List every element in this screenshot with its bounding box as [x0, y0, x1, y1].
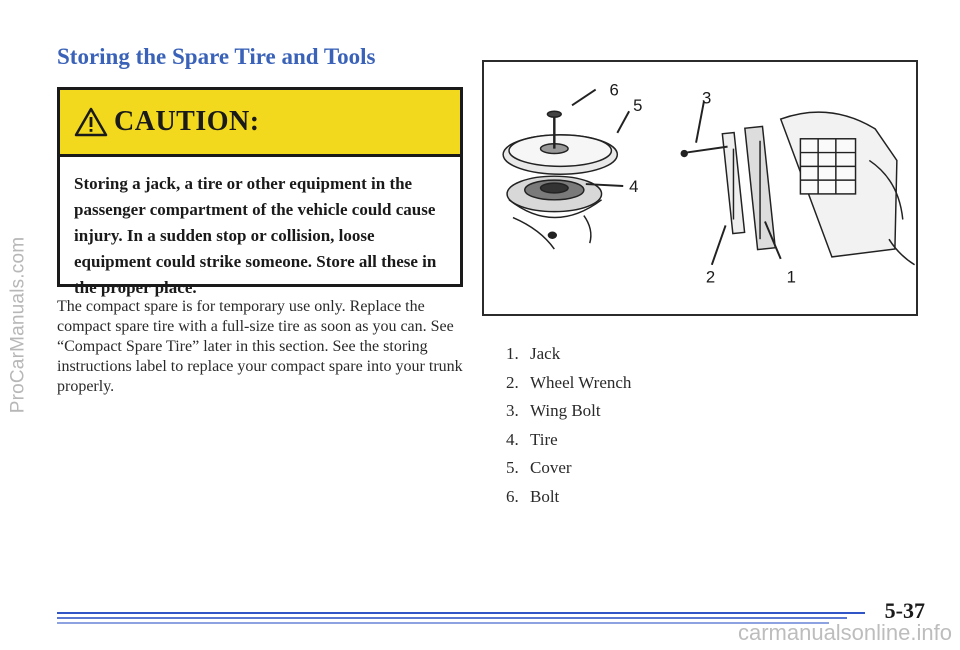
callout-4: 4: [629, 176, 639, 196]
list-item-number: 4.: [506, 429, 519, 449]
list-item-label: Bolt: [530, 486, 560, 506]
section-title: Storing the Spare Tire and Tools: [57, 44, 376, 69]
list-item-label: Wheel Wrench: [530, 372, 632, 392]
callout-2: 2: [705, 267, 716, 287]
callout-6: 6: [609, 80, 619, 100]
list-item-number: 1.: [506, 344, 519, 363]
bottom-watermark: carmanualsonline.info: [737, 620, 952, 645]
list-item: [506, 397, 631, 426]
list-item-label: Cover: [530, 458, 572, 478]
footer-rule: [57, 612, 865, 614]
list-item-number: 2.: [506, 372, 519, 392]
parts-list: [506, 340, 631, 512]
spare-tire-tools-diagram: [484, 62, 916, 314]
list-item-label: Tire: [530, 429, 558, 449]
footer-rule: [57, 622, 829, 624]
callout-3: 3: [701, 88, 712, 108]
list-item: [506, 454, 631, 483]
callout-5: 5: [633, 96, 643, 116]
list-item-number: 5.: [506, 458, 519, 478]
list-item: [506, 369, 631, 398]
caution-title: CAUTION:: [114, 106, 260, 137]
list-item-number: 3.: [506, 401, 519, 421]
list-item-label: Wing Bolt: [530, 401, 601, 421]
list-item-label: Jack: [530, 344, 561, 363]
list-item-number: 6.: [506, 486, 519, 506]
list-item: [506, 340, 631, 369]
list-item: [506, 483, 631, 512]
spare-tire-illustration: [482, 60, 918, 316]
side-watermark-text: ProCarManuals.com: [7, 236, 29, 414]
footer-rule: [57, 617, 847, 619]
callout-1: 1: [786, 267, 796, 287]
list-item: [506, 426, 631, 455]
caution-header: [60, 90, 460, 157]
caution-box: [57, 87, 463, 297]
caution-text: Storing a jack, a tire or other equipment in the passenger compartment of the vehicle could cause injury. In a sudden stop or collision, loose equipment could strike someone. Store all these in the proper place.: [74, 174, 437, 297]
page-number: 5-37: [884, 598, 925, 623]
warning-triangle-icon: [74, 107, 108, 137]
body-paragraph: The compact spare is for temporary use only. Replace the compact spare tire with a full-size tire as soon as you can. See “Compact Spare Tire” later in this section. See the storing instructions label to replace your compact spare into your trunk properly.: [57, 298, 463, 395]
side-watermark: [0, 0, 38, 650]
